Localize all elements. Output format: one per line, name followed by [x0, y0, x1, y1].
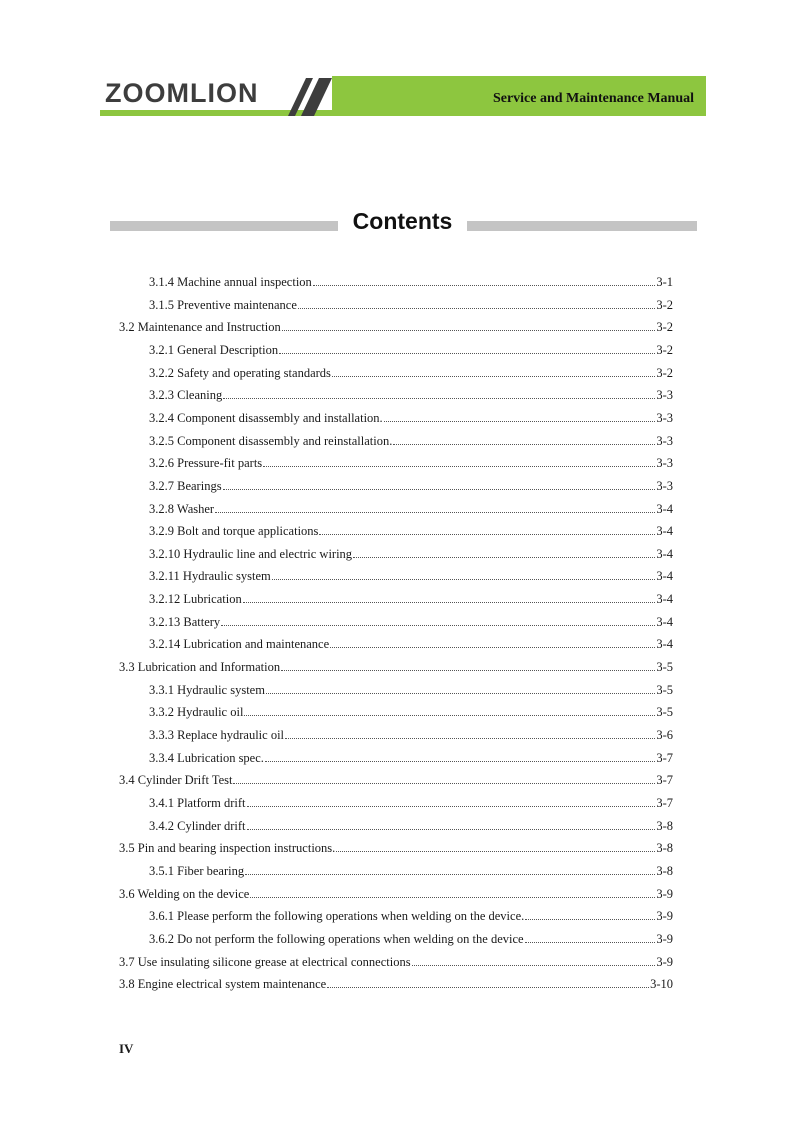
toc-entry-page: 3-3: [656, 410, 673, 425]
toc-entry[interactable]: [149, 409, 673, 427]
toc-entry-page: 3-9: [656, 909, 673, 924]
toc-entry[interactable]: [149, 703, 673, 721]
toc-entry[interactable]: [149, 613, 673, 631]
toc-leader-dots: [353, 545, 655, 558]
toc-entry-page: 3-3: [656, 433, 673, 448]
toc-leader-dots: [244, 703, 655, 716]
toc-entry-title: 3.2.7 Bearings: [149, 478, 222, 493]
toc-entry[interactable]: [149, 454, 673, 472]
toc-leader-dots: [263, 454, 655, 467]
toc-leader-dots: [266, 681, 655, 694]
toc-entry-page: 3-7: [656, 795, 673, 810]
toc-entry[interactable]: [149, 545, 673, 563]
toc-entry-page: 3-2: [656, 342, 673, 357]
toc-entry-title: 3.2.13 Battery: [149, 614, 221, 629]
toc-leader-dots: [412, 953, 656, 966]
toc-entry[interactable]: [149, 794, 673, 812]
toc-entry-title: 3.3.2 Hydraulic oil: [149, 705, 244, 720]
zoomlion-logo: ZOOMLION: [105, 78, 259, 108]
toc-entry-title: 3.4.2 Cylinder drift: [149, 818, 246, 833]
toc-entry-page: 3-8: [656, 841, 673, 856]
toc-entry[interactable]: [119, 885, 673, 903]
toc-entry-title: 3.2.9 Bolt and torque applications: [149, 524, 319, 539]
toc-entry[interactable]: [149, 930, 673, 948]
toc-leader-dots: [319, 522, 655, 535]
toc-entry-page: 3-2: [656, 320, 673, 335]
toc-entry-page: 3-4: [656, 637, 673, 652]
toc-entry-page: 3-5: [656, 660, 673, 675]
toc-entry-page: 3-3: [656, 388, 673, 403]
toc-leader-dots: [384, 409, 656, 422]
toc-entry-page: 3-4: [656, 592, 673, 607]
toc-leader-dots: [332, 364, 655, 377]
toc-leader-dots: [265, 749, 655, 762]
toc-entry-page: 3-7: [656, 773, 673, 788]
toc-entry-title: 3.8 Engine electrical system maintenance: [119, 977, 327, 992]
toc-entry-title: 3.4 Cylinder Drift Test: [119, 773, 233, 788]
toc-entry-page: 3-4: [656, 501, 673, 516]
toc-entry[interactable]: [119, 318, 673, 336]
toc-entry-title: 3.1.4 Machine annual inspection: [149, 275, 312, 289]
toc-entry-title: 3.3.1 Hydraulic system: [149, 682, 265, 697]
toc-entry-page: 3-9: [656, 886, 673, 901]
toc-leader-dots: [250, 885, 655, 898]
toc-entry-title: 3.3.4 Lubrication spec.: [149, 750, 264, 765]
toc-entry[interactable]: [119, 975, 673, 993]
toc-entry-title: 3.2 Maintenance and Instruction: [119, 320, 281, 335]
toc-entry-page: 3-2: [656, 297, 673, 312]
toc-entry-page: 3-5: [656, 682, 673, 697]
toc-leader-dots: [393, 432, 655, 445]
toc-entry-title: 3.2.11 Hydraulic system: [149, 569, 271, 584]
toc-leader-dots: [525, 930, 656, 943]
toc-entry[interactable]: [149, 567, 673, 585]
toc-entry[interactable]: [149, 862, 673, 880]
toc-entry[interactable]: [149, 522, 673, 540]
manual-title: Service and Maintenance Manual: [492, 91, 694, 106]
toc-leader-dots: [247, 794, 656, 807]
toc-entry[interactable]: [119, 771, 673, 789]
toc-leader-dots: [215, 500, 655, 513]
toc-entry[interactable]: [149, 817, 673, 835]
toc-leader-dots: [245, 862, 655, 875]
toc-entry[interactable]: [149, 273, 673, 291]
toc-leader-dots: [223, 386, 655, 399]
toc-entry-title: 3.7 Use insulating silicone grease at electrical connections: [119, 954, 411, 969]
toc-entry[interactable]: [149, 296, 673, 314]
toc-entry[interactable]: [119, 953, 673, 971]
toc-leader-dots: [243, 590, 656, 603]
toc-entry[interactable]: [149, 590, 673, 608]
toc-leader-dots: [330, 635, 655, 648]
toc-leader-dots: [247, 817, 656, 830]
toc-entry[interactable]: [149, 432, 673, 450]
toc-entry-page: 3-4: [656, 569, 673, 584]
toc-leader-dots: [223, 477, 656, 490]
heading-bar-left: [110, 221, 338, 231]
toc-entry-page: 3-7: [656, 750, 673, 765]
toc-entry[interactable]: [149, 681, 673, 699]
toc-entry-title: 3.5.1 Fiber bearing: [149, 863, 245, 878]
toc-entry[interactable]: [149, 907, 673, 925]
toc-entry-page: 3-1: [656, 275, 673, 289]
toc-entry-page: 3-4: [656, 614, 673, 629]
toc-entry-title: 3.2.14 Lubrication and maintenance: [149, 637, 330, 652]
toc-entry-page: 3-9: [656, 954, 673, 969]
toc-entry[interactable]: [149, 726, 673, 744]
toc-entry-page: 3-8: [656, 818, 673, 833]
toc-entry[interactable]: [149, 635, 673, 653]
toc-entry-title: 3.2.4 Component disassembly and installation.: [149, 410, 383, 425]
toc-entry[interactable]: [149, 500, 673, 518]
toc-entry-title: 3.5 Pin and bearing inspection instructions.: [119, 841, 336, 856]
toc-entry[interactable]: [119, 839, 673, 857]
toc-entry[interactable]: [149, 749, 673, 767]
contents-title: Contents: [352, 208, 453, 234]
toc-entry-title: 3.4.1 Platform drift: [149, 795, 246, 810]
page-header: [100, 76, 706, 116]
toc-entry-page: 3-10: [650, 977, 673, 992]
toc-entry-page: 3-6: [656, 728, 673, 742]
toc-entry-title: 3.1.5 Preventive maintenance: [149, 297, 297, 312]
toc-entry-title: 3.2.5 Component disassembly and reinstallation.: [149, 433, 393, 448]
toc-leader-dots: [279, 341, 655, 354]
page-number: IV: [119, 1041, 134, 1056]
toc-leader-dots: [298, 296, 655, 309]
toc-entry-page: 3-9: [656, 931, 673, 946]
toc-entry-title: 3.2.3 Cleaning: [149, 388, 223, 403]
toc-leader-dots: [233, 771, 655, 784]
toc-entry-page: 3-5: [656, 705, 673, 720]
contents-heading: [110, 210, 697, 240]
toc-leader-dots: [327, 975, 649, 988]
toc-entry-page: 3-2: [656, 365, 673, 380]
toc-entry-title: 3.6.1 Please perform the following operations when welding on the device.: [149, 909, 525, 924]
toc-entry-title: 3.3.3 Replace hydraulic oil: [149, 728, 285, 742]
toc-entry-title: 3.2.8 Washer: [149, 501, 215, 516]
toc-entry-title: 3.6 Welding on the device: [119, 886, 250, 901]
toc-entry[interactable]: [149, 386, 673, 404]
toc-entry-title: 3.2.12 Lubrication: [149, 592, 242, 607]
toc-entry-title: 3.2.2 Safety and operating standards: [149, 365, 331, 380]
toc-entry[interactable]: [149, 341, 673, 359]
toc-entry[interactable]: [149, 364, 673, 382]
toc-entry-title: 3.2.6 Pressure-fit parts: [149, 456, 263, 471]
toc-entry-page: 3-4: [656, 524, 673, 539]
toc-entry-title: 3.2.10 Hydraulic line and electric wiring: [149, 546, 353, 561]
toc-leader-dots: [272, 567, 656, 580]
toc-leader-dots: [336, 839, 655, 852]
heading-bar-right: [467, 221, 697, 231]
toc-entry[interactable]: [119, 658, 673, 676]
toc-leader-dots: [313, 273, 656, 286]
toc-leader-dots: [282, 318, 656, 331]
toc-leader-dots: [221, 613, 655, 626]
toc-entry-title: 3.2.1 General Description: [149, 342, 279, 357]
toc-leader-dots: [285, 726, 655, 739]
toc-entry-title: 3.3 Lubrication and Information: [119, 660, 281, 675]
toc-leader-dots: [525, 907, 655, 920]
toc-entry-page: 3-3: [656, 478, 673, 493]
toc-entry-page: 3-4: [656, 546, 673, 561]
toc-entry-page: 3-3: [656, 456, 673, 471]
toc-leader-dots: [281, 658, 655, 671]
toc-entry[interactable]: [149, 477, 673, 495]
toc-entry-title: 3.6.2 Do not perform the following operations when welding on the device: [149, 931, 524, 946]
toc-entry-page: 3-8: [656, 863, 673, 878]
